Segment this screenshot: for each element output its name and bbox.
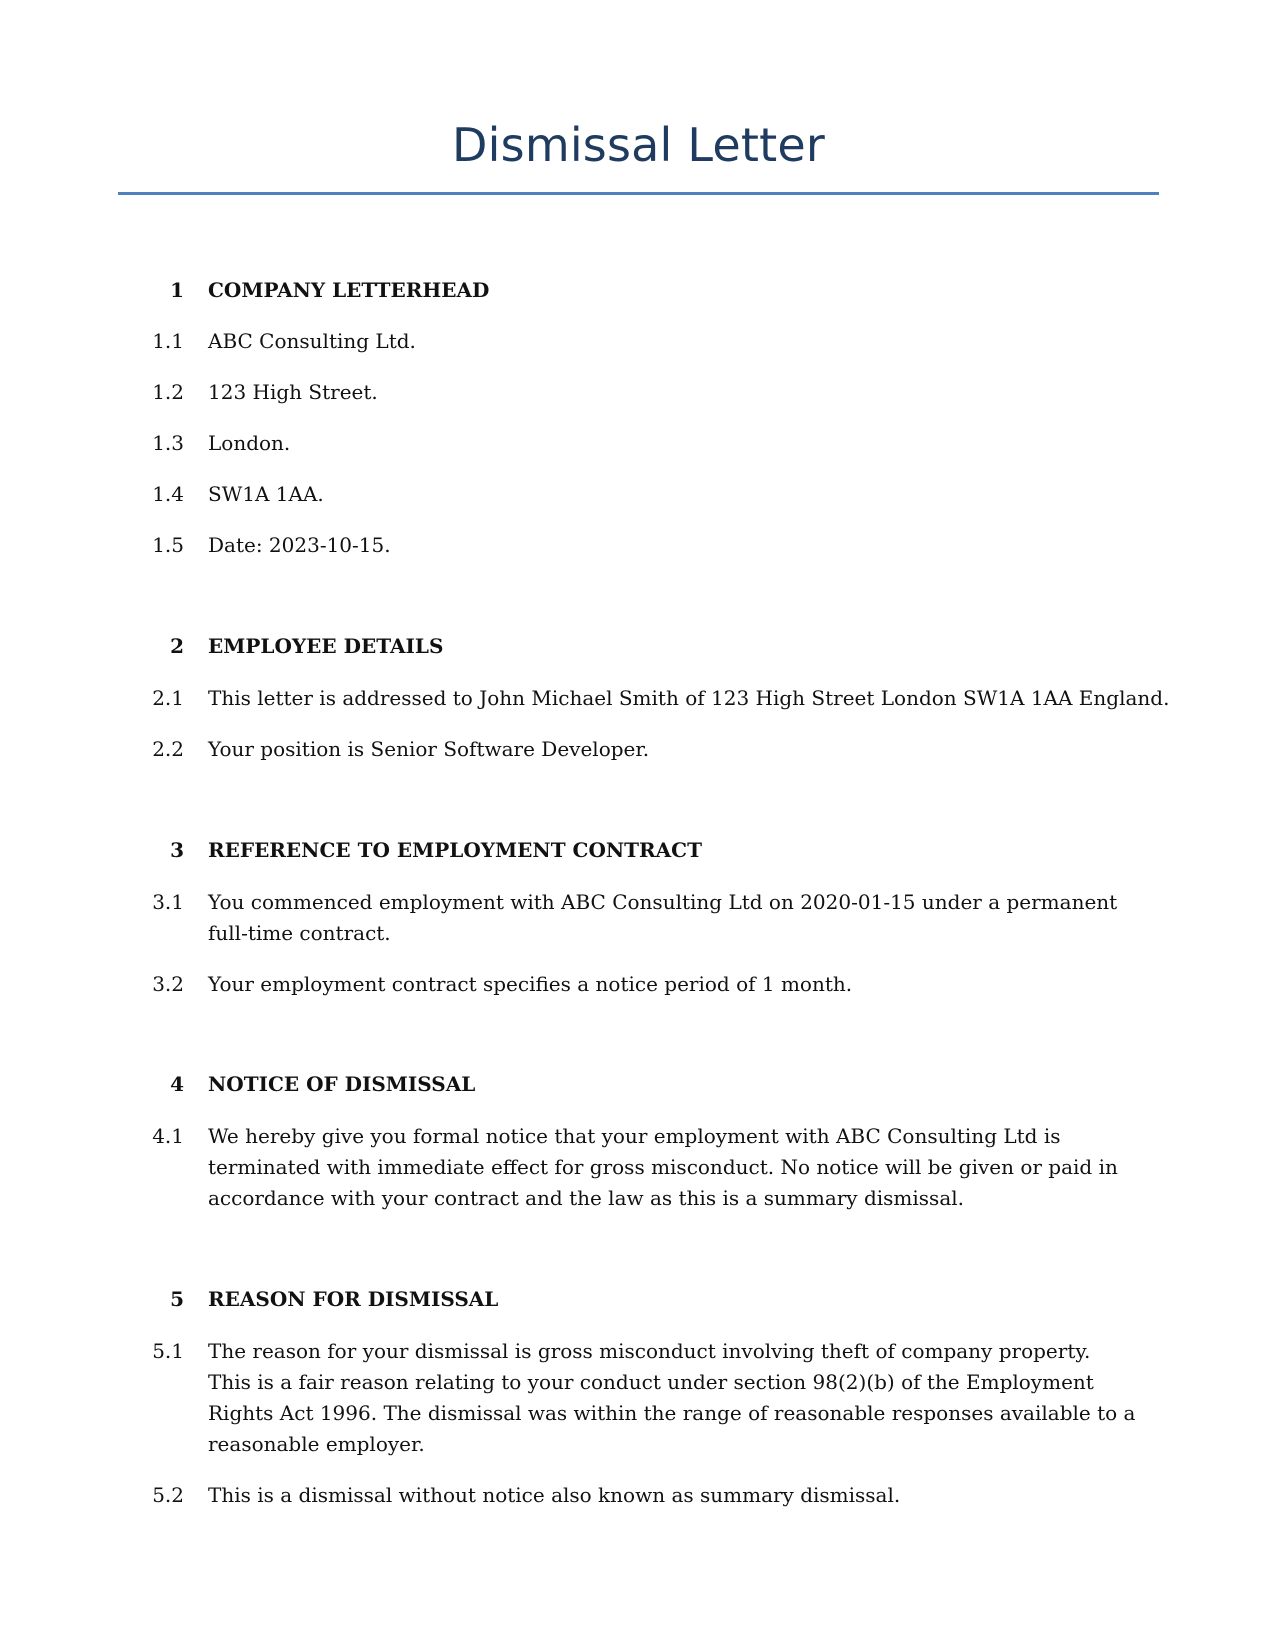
- section-title: NOTICE OF DISMISSAL: [208, 1072, 476, 1096]
- clause-text: The reason for your dismissal is gross misconduct involving theft of company property. This is a fair reason relating to your conduct under section 98(2)(b) of the Employment Rights Act 1996. The dismissal was within the range of reasonable responses available to a reasonable employer.: [208, 1339, 1136, 1456]
- section-number: 4: [170, 1072, 184, 1096]
- clause-text: ABC Consulting Ltd.: [208, 329, 416, 353]
- clause-number: 2.2: [152, 737, 184, 761]
- clause-number: 1.2: [152, 380, 184, 404]
- clause-text: You commenced employment with ABC Consulting Ltd on 2020-01-15 under a permanent full-time contract.: [208, 890, 1118, 945]
- clause-number: 4.1: [152, 1124, 184, 1148]
- clause-text: We hereby give you formal notice that your employment with ABC Consulting Ltd is terminated with immediate effect for gross misconduct. No notice will be given or paid in accordance with your contract and the law as this is a summary dismissal.: [208, 1124, 1118, 1210]
- section-number: 5: [170, 1287, 184, 1311]
- clause-text: This is a dismissal without notice also known as summary dismissal.: [208, 1483, 901, 1507]
- clause-text: 123 High Street.: [208, 380, 378, 404]
- clause-number: 1.5: [152, 533, 184, 557]
- section-title: EMPLOYEE DETAILS: [208, 634, 444, 658]
- section-number: 2: [170, 634, 184, 658]
- clause-number: 1.3: [152, 431, 184, 455]
- clause-number: 2.1: [152, 686, 184, 710]
- clause-text: Date: 2023-10-15.: [208, 533, 391, 557]
- section-number: 1: [170, 278, 184, 302]
- clause-number: 3.1: [152, 890, 184, 914]
- section-number: 3: [170, 838, 184, 862]
- clause-number: 1.1: [152, 329, 184, 353]
- section-title: REFERENCE TO EMPLOYMENT CONTRACT: [208, 838, 702, 862]
- clause-text: Your employment contract specifies a notice period of 1 month.: [208, 972, 853, 996]
- clause-number: 5.2: [152, 1483, 184, 1507]
- clause-number: 5.1: [152, 1339, 184, 1363]
- section-title: COMPANY LETTERHEAD: [208, 278, 490, 302]
- clause-number: 3.2: [152, 972, 184, 996]
- title-divider: [118, 192, 1159, 195]
- clause-text: This letter is addressed to John Michael Smith of 123 High Street London SW1A 1AA England.: [208, 686, 1170, 710]
- section-title: REASON FOR DISMISSAL: [208, 1287, 499, 1311]
- clause-text: Your position is Senior Software Developer.: [208, 737, 650, 761]
- clause-text: SW1A 1AA.: [208, 482, 324, 506]
- document-title: Dismissal Letter: [452, 118, 825, 172]
- clause-number: 1.4: [152, 482, 184, 506]
- clause-text: London.: [208, 431, 291, 455]
